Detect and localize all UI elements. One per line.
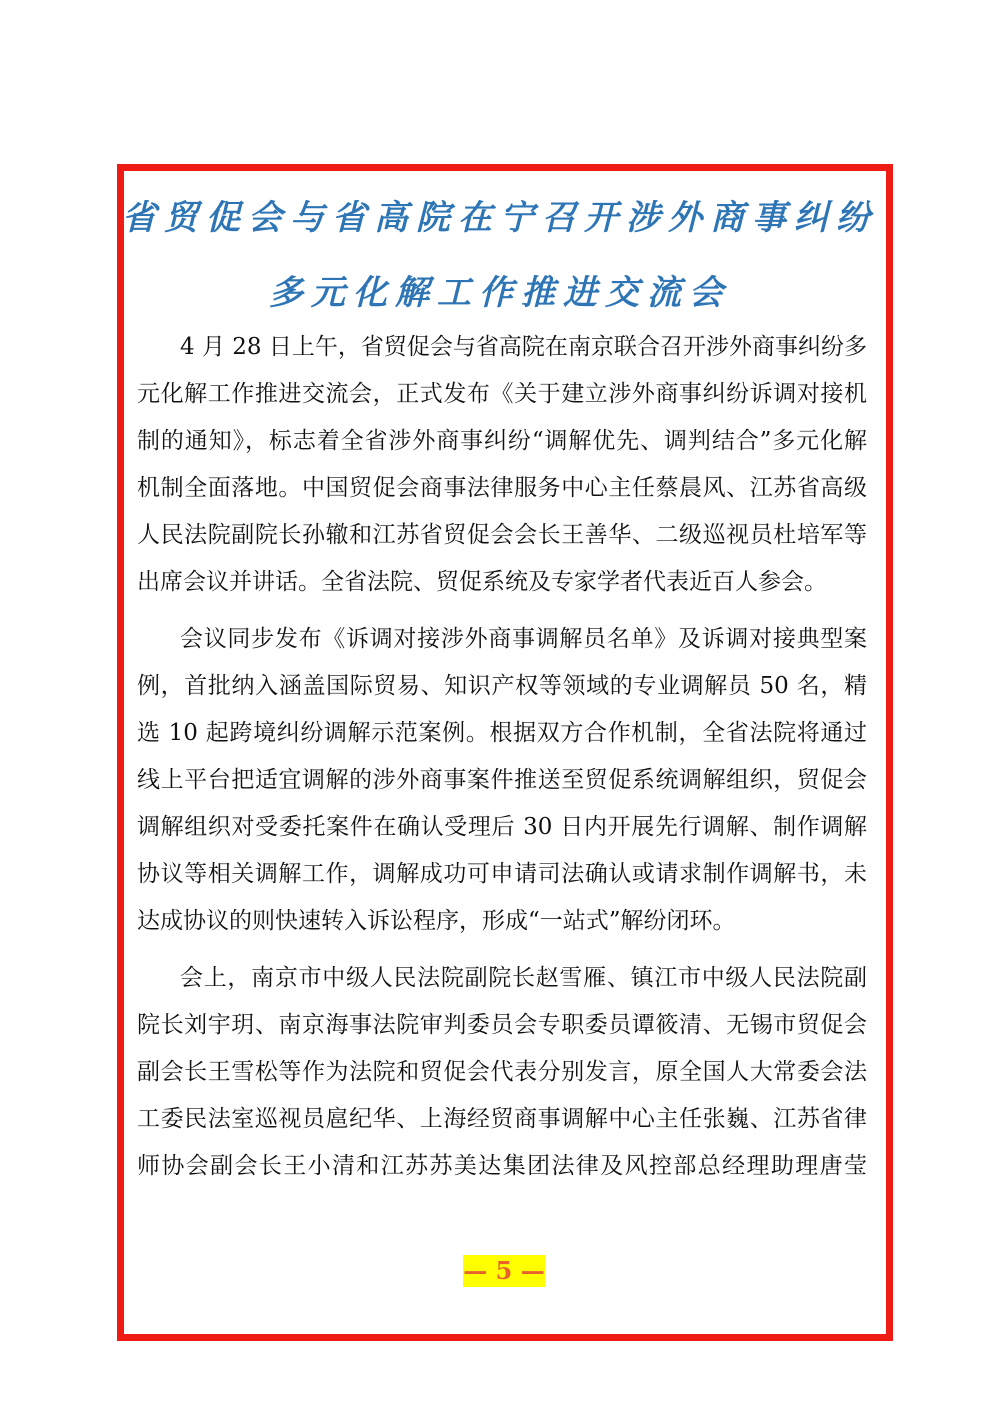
body-text-line: 人民法院副院长孙辙和江苏省贸促会会长王善华、二级巡视员杜培军等 xyxy=(137,522,867,548)
body-text-line: 院长刘宇玥、南京海事法院审判委员会专职委员谭筱清、无锡市贸促会 xyxy=(137,1012,867,1038)
body-text-line: 调解组织对受委托案件在确认受理后 30 日内开展先行调解、制作调解 xyxy=(137,814,867,840)
body-text-line: 4 月 28 日上午，省贸促会与省高院在南京联合召开涉外商事纠纷多 xyxy=(180,334,867,360)
page-number: — 5 — xyxy=(463,1256,545,1285)
body-text-line: 师协会副会长王小清和江苏苏美达集团法律及风控部总经理助理唐莹 xyxy=(137,1153,867,1179)
article-title-line-2: 多元化解工作推进交流会 xyxy=(269,273,731,313)
body-text-line: 副会长王雪松等作为法院和贸促会代表分别发言，原全国人大常委会法 xyxy=(137,1059,867,1085)
body-text-line: 会议同步发布《诉调对接涉外商事调解员名单》及诉调对接典型案 xyxy=(180,626,867,652)
body-text-line: 元化解工作推进交流会，正式发布《关于建立涉外商事纠纷诉调对接机 xyxy=(137,381,867,407)
article-title-line-1: 省贸促会与省高院在宁召开涉外商事纠纷 xyxy=(122,198,878,238)
body-text-line: 线上平台把适宜调解的涉外商事案件推送至贸促系统调解组织，贸促会 xyxy=(137,767,867,793)
body-text-line: 制的通知》，标志着全省涉外商事纠纷“调解优先、调判结合”多元化解 xyxy=(137,428,867,454)
body-text-line: 例，首批纳入涵盖国际贸易、知识产权等领域的专业调解员 50 名，精 xyxy=(137,673,867,699)
body-text-line: 协议等相关调解工作，调解成功可申请司法确认或请求制作调解书，未 xyxy=(137,861,867,887)
body-text-line: 机制全面落地。中国贸促会商事法律服务中心主任蔡晨风、江苏省高级 xyxy=(137,475,867,501)
body-text-line: 选 10 起跨境纠纷调解示范案例。根据双方合作机制，全省法院将通过 xyxy=(137,720,867,746)
body-text-line: 会上，南京市中级人民法院副院长赵雪雁、镇江市中级人民法院副 xyxy=(180,965,867,991)
body-text-line: 出席会议并讲话。全省法院、贸促系统及专家学者代表近百人参会。 xyxy=(137,569,827,595)
body-text-line: 达成协议的则快速转入诉讼程序，形成“一站式”解纷闭环。 xyxy=(137,908,736,934)
body-text-line: 工委民法室巡视员扈纪华、上海经贸商事调解中心主任张巍、江苏省律 xyxy=(137,1106,867,1132)
